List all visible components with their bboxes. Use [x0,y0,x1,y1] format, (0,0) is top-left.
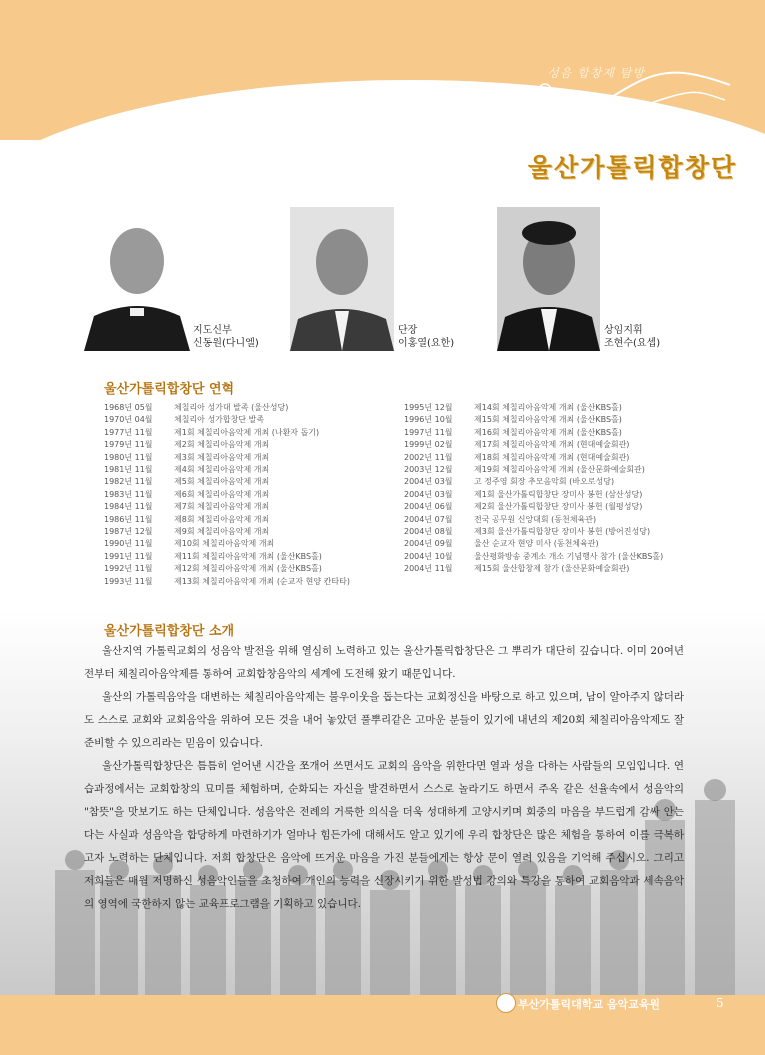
history-date: 1982년 11월 [104,477,153,487]
history-date: 2004년 03월 [404,489,453,499]
history-row [104,402,350,414]
history-date: 2004년 11월 [404,564,453,574]
history-date: 2004년 09월 [404,539,453,549]
history-row [104,576,350,588]
history-event: 제5회 체칠리아음악제 개최 [174,477,270,487]
history-row [404,439,663,451]
history-date: 1992년 11월 [104,564,153,574]
footer-text: 부산가톨릭대학교 음악교육원 [518,998,660,1011]
history-row [104,526,350,538]
history-event: 전국 공무원 신앙대회 (동천체육관) [474,514,597,524]
history-event: 제16회 체칠리아음악제 개최 (울산KBS홀) [474,427,622,437]
history-row [404,538,663,550]
history-date: 1990년 11월 [104,539,153,549]
intro-title: 울산가톨릭합창단 소개 [104,624,235,639]
history-list-right [404,402,663,576]
history-date: 2003년 12월 [404,465,453,475]
history-row [404,514,663,526]
history-date: 2004년 08월 [404,527,453,537]
history-row [404,501,663,513]
history-event: 체칠리아 성가대 발족 (울산성당) [174,403,289,412]
portrait-photo [84,216,190,351]
history-row [404,452,663,464]
history-row [104,464,350,476]
history-row [104,439,350,451]
history-event: 제10회 체칠리아음악제 개최 [174,539,275,549]
history-event: 제14회 체칠리아음악제 개최 (울산KBS홀) [474,403,622,412]
history-event: 울산 순교자 현양 미사 (동천체육관) [474,539,599,549]
portrait-photo [497,207,600,351]
history-row [404,526,663,538]
person-role: 단장 [398,325,418,336]
caption-role [193,324,259,350]
intro-paragraph: 울산의 가톨릭음악을 대변하는 체칠리아음악제는 불우이웃을 돕는다는 교회정신을 바탕으로 하고 있으며, 남이 알아주지 않더라도 스스로 교회와 교회음악을 위하여 모든 것을 내어 놓았던 풀뿌리같은 고마운 분들이 있기에 내년의 제20회 체칠리아음악제도 잘 준비할 수 있으리라는 믿음이 있습니다. [84,691,684,749]
history-row [404,414,663,426]
history-row [104,563,350,575]
history-event: 울산평화방송 중계소 개소 기념행사 참가 (울산KBS홀) [474,551,664,561]
history-event: 제7회 체칠리아음악제 개최 [174,502,270,512]
history-event: 제15회 체칠리아음악제 개최 (울산KBS홀) [474,415,622,425]
history-row [404,402,663,414]
history-date: 1984년 11월 [104,502,153,512]
history-list-left [104,402,350,588]
history-event: 제18회 체칠리아음악제 개최 (현대예술회관) [474,452,630,462]
caption-role [398,324,454,350]
history-row [104,489,350,501]
caption-role [604,324,660,350]
history-date: 1991년 11월 [104,551,153,561]
history-event: 제19회 체칠리아음악제 개최 (울산문화예술회관) [474,465,645,475]
portrait-photo [290,207,394,351]
history-date: 2004년 03월 [404,477,453,487]
person-name: 이홍열(요한) [398,338,455,349]
history-row [104,414,350,426]
history-row [404,476,663,488]
history-event: 제1회 체칠리아음악제 개최 (나환자 돕기) [174,427,320,437]
history-event: 제3회 체칠리아음악제 개최 [174,452,270,462]
history-date: 1979년 11월 [104,440,153,450]
history-event: 고 정주영 회장 추모음악회 (바오로성당) [474,477,615,487]
history-row [404,489,663,501]
history-event: 제1회 울산가톨릭합창단 장미사 봉헌 (삼산성당) [474,489,643,499]
history-date: 1999년 02월 [404,440,453,450]
history-event: 제3회 울산가톨릭합창단 장미사 봉헌 (방어진성당) [474,527,651,537]
history-row [404,427,663,439]
history-event: 제4회 체칠리아음악제 개최 [174,465,270,475]
page-title: 울산가톨릭합창단 [527,153,737,182]
history-row [104,551,350,563]
history-row [104,427,350,439]
history-date: 1995년 12월 [404,403,453,412]
history-event: 제11회 체칠리아음악제 개최 (울산KBS홀) [174,551,322,561]
history-date: 1968년 05월 [104,403,153,412]
history-row [104,452,350,464]
history-date: 1970년 04월 [104,415,153,425]
person-role: 지도신부 [193,325,232,336]
history-row [104,501,350,513]
history-date: 1987년 12월 [104,527,153,537]
history-event: 제15회 울산합창제 참가 (울산문화예술회관) [474,564,630,574]
history-date: 1980년 11월 [104,452,153,462]
history-date: 2004년 06월 [404,502,453,512]
history-row [404,464,663,476]
history-date: 1977년 11월 [104,427,153,437]
history-date: 2002년 11월 [404,452,453,462]
history-date: 1996년 10월 [404,415,453,425]
history-date: 1981년 11월 [104,465,153,475]
history-event: 체칠리아 성가합창단 발족 [174,415,265,425]
university-logo-icon [496,993,516,1013]
history-date: 1986년 11월 [104,514,153,524]
history-date: 2004년 07월 [404,514,453,524]
intro-paragraph: 울산지역 가톨릭교회의 성음악 발전을 위해 열심히 노력하고 있는 울산가톨릭합창단은 그 뿌리가 대단히 깊습니다. 이미 20여년 전부터 체칠리아음악제를 통하여 교회합창음악의 세계에 도전해 왔기 때문입니다. [84,645,684,680]
history-title: 울산가톨릭합창단 연혁 [104,382,235,397]
history-event: 제6회 체칠리아음악제 개최 [174,489,270,499]
history-event: 제8회 체칠리아음악제 개최 [174,514,270,524]
page-number: 5 [716,996,724,1010]
intro-paragraph: 울산가톨릭합창단은 틈틈히 얻어낸 시간을 쪼개어 쓰면서도 교회의 음악을 위한다면 열과 성을 다하는 사람들의 모임입니다. 연습과정에서는 교회합창의 묘미를 체험하며, 순화되는 자신을 발견하면서 스스로 놀라기도 하면서 주옥 같은 선율속에서 성음악의 "참뜻"을 맛보기도 하는 단체입니다. 성음악은 전례의 거룩한 의식을 더욱 성대하게 고양시키며 회중의 마음을 부드럽게 감싸 안는다는 사실과 성음악을 합당하게 마련하기가 얼마나 힘든가에 대해서도 알고 있기에 우리 합창단은 많은 체험을 통하여 이를 극복하고자 노력하는 단체입니다. 저희 합창단은 음악에 뜨거운 마음을 가진 분들에게는 항상 문이 열려 있음을 기억해 주십시오. 그리고 저희들은 매월 저명하신 성음악인들을 초청하여 개인의 능력을 신장시키기 위한 발성법 강의와 특강을 통하여 교회음악과 세속음악의 영역에 국한하지 않는 교육프로그램을 기획하고 있습니다. [84,760,684,910]
person-name: 신동원(다니엘) [193,338,259,349]
person-role: 상임지휘 [604,325,643,336]
intro-text [84,640,684,916]
history-event: 제13회 체칠리아음악제 개최 (순교자 현양 칸타타) [174,576,350,586]
history-event: 제12회 체칠리아음악제 개최 (울산KBS홀) [174,564,322,574]
history-row [404,551,663,563]
history-row [404,563,663,575]
history-date: 1993년 11월 [104,576,153,586]
history-event: 제2회 체칠리아음악제 개최 [174,440,270,450]
history-event: 제9회 체칠리아음악제 개최 [174,527,270,537]
history-date: 1997년 11월 [404,427,453,437]
history-date: 2004년 10월 [404,551,453,561]
history-event: 제2회 울산가톨릭합창단 장미사 봉헌 (월평성당) [474,502,643,512]
header-tag: 성음 합창제 탐방 [547,66,645,80]
history-row [104,476,350,488]
history-row [104,514,350,526]
person-name: 조현수(요셉) [604,338,661,349]
history-row [104,538,350,550]
history-event: 제17회 체칠리아음악제 개최 (현대예술회관) [474,440,630,450]
history-date: 1983년 11월 [104,489,153,499]
